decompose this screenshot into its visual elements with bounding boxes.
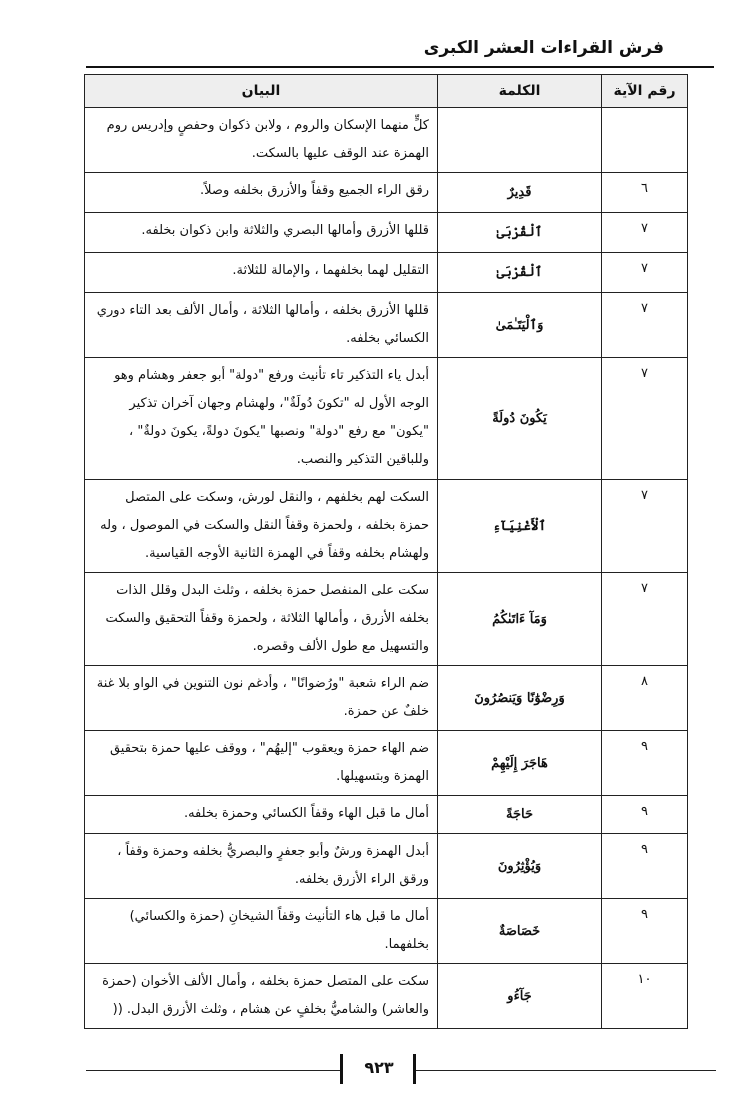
header-explanation: البيان [85,75,438,108]
explanation: ضم الهاء حمزة ويعقوب "إليهُم" ، ووقف عليها حمزة بتحقيق الهمزة وبتسهيلها. [85,731,438,796]
farsh-table [84,74,688,1029]
header-word: الكلمة [438,75,602,108]
explanation: رقق الراء الجميع وقفاً والأزرق بخلفه وصلاً. [85,173,438,213]
footer-rule-left [86,1070,340,1071]
table-row [85,796,688,834]
explanation: سكت على المنفصل حمزة بخلفه ، وثلث البدل وقلل الذات بخلفه الأزرق ، وأمالها الثلاثة ، ولحمزة وقفاً التحقيق والسكت والتسهيل مع طول الألف وقصره. [85,573,438,666]
explanation: السكت لهم بخلفهم ، والنقل لورش، وسكت على المتصل حمزة بخلفه ، ولحمزة وقفاً النقل والسكت في الموصول ، وله ولهشام بخلفه وقفاً في الهمزة الثانية الأوجه القياسية. [85,480,438,573]
ayah-number: ٧ [602,213,688,253]
table-row [85,899,688,964]
ayah-number [602,108,688,173]
ayah-number: ٩ [602,731,688,796]
ayah-number: ٧ [602,253,688,293]
footer-bar-right [413,1054,416,1084]
quran-word: ٱلْأَغْنِيَآءِ [438,480,602,573]
header-rule [86,66,714,68]
quran-word: ٱلْقُرْبَىٰ [438,213,602,253]
explanation: التقليل لهما بخلفهما ، والإمالة للثلاثة. [85,253,438,293]
table-row [85,108,688,173]
ayah-number: ٨ [602,666,688,731]
quran-word: وَرِضْوَٰنًا وَيَنصُرُونَ [438,666,602,731]
table-row [85,293,688,358]
ayah-number: ٧ [602,573,688,666]
table-row [85,480,688,573]
explanation: سكت على المتصل حمزة بخلفه ، وأمال الألف الأخوان (حمزة والعاشر) والشاميُّ بخلفٍ عن هشام ، وثلث الأزرق البدل. (( [85,964,438,1029]
page-number: ٩٢٣ [364,1058,394,1077]
table-row [85,964,688,1029]
explanation: أبدل الهمزة ورشٌ وأبو جعفرٍ والبصريُّ بخلفه وحمزة وقفاً ، ورقق الراء الأزرق بخلفه. [85,834,438,899]
ayah-number: ٩ [602,899,688,964]
quran-word: هَاجَرَ إِلَيْهِمْ [438,731,602,796]
explanation: قللها الأزرق وأمالها البصري والثلاثة وابن ذكوان بخلفه. [85,213,438,253]
quran-word [438,108,602,173]
footer-rule-right [416,1070,716,1071]
quran-word: وَمَآ ءَاتَىٰكُمُ [438,573,602,666]
ayah-number: ٧ [602,480,688,573]
table-row [85,358,688,480]
explanation: أمال ما قبل هاء التأنيث وقفاً الشيخانِ (حمزة والكسائي) بخلفهما. [85,899,438,964]
explanation: ضم الراء شعبة "ورُضوانًا" ، وأدغم نون التنوين في الواو بلا غنة خلفٌ عن حمزة. [85,666,438,731]
footer-bar-left [340,1054,343,1084]
ayah-number: ٧ [602,293,688,358]
ayah-number: ٧ [602,358,688,480]
table-row [85,731,688,796]
quran-word: يَكُونَ دُولَةً [438,358,602,480]
running-title: فرش القراءات العشر الكبرى [423,38,664,58]
ayah-number: ٦ [602,173,688,213]
table-row [85,834,688,899]
quran-word: قَدِيرٌ [438,173,602,213]
table-row [85,213,688,253]
table-row [85,253,688,293]
table-row [85,666,688,731]
header-ayah-number: رقم الآية [602,75,688,108]
explanation: كلٍّ منهما الإسكان والروم ، ولابن ذكوان وحفصٍ وإدريس روم الهمزة عند الوقف عليها بالسكت. [85,108,438,173]
explanation: أبدل ياء التذكير تاء تأنيث ورفع "دولة" أبو جعفر وهشام وهو الوجه الأول له "تكونَ دُولَةٌ"، ولهشام وجهان آخران تذكير "يكون" مع رفع "دولة" ونصبها "يكونَ دولةً، يكونَ دولةٌ" ، وللباقين التذكير والنصب. [85,358,438,480]
table-row [85,173,688,213]
quran-word: جَآءُو [438,964,602,1029]
ayah-number: ٩ [602,834,688,899]
table-row [85,573,688,666]
quran-word: وَيُؤْثِرُونَ [438,834,602,899]
header-row [85,75,688,108]
quran-word: خَصَاصَةٌ [438,899,602,964]
quran-word: حَاجَةً [438,796,602,834]
ayah-number: ١٠ [602,964,688,1029]
quran-word: وَٱلْيَتَـٰمَىٰ [438,293,602,358]
quran-word: ٱلْقُرْبَىٰ [438,253,602,293]
explanation: قللها الأزرق بخلفه ، وأمالها الثلاثة ، وأمال الألف بعد التاء دوري الكسائي بخلفه. [85,293,438,358]
ayah-number: ٩ [602,796,688,834]
explanation: أمال ما قبل الهاء وقفاً الكسائي وحمزة بخلفه. [85,796,438,834]
